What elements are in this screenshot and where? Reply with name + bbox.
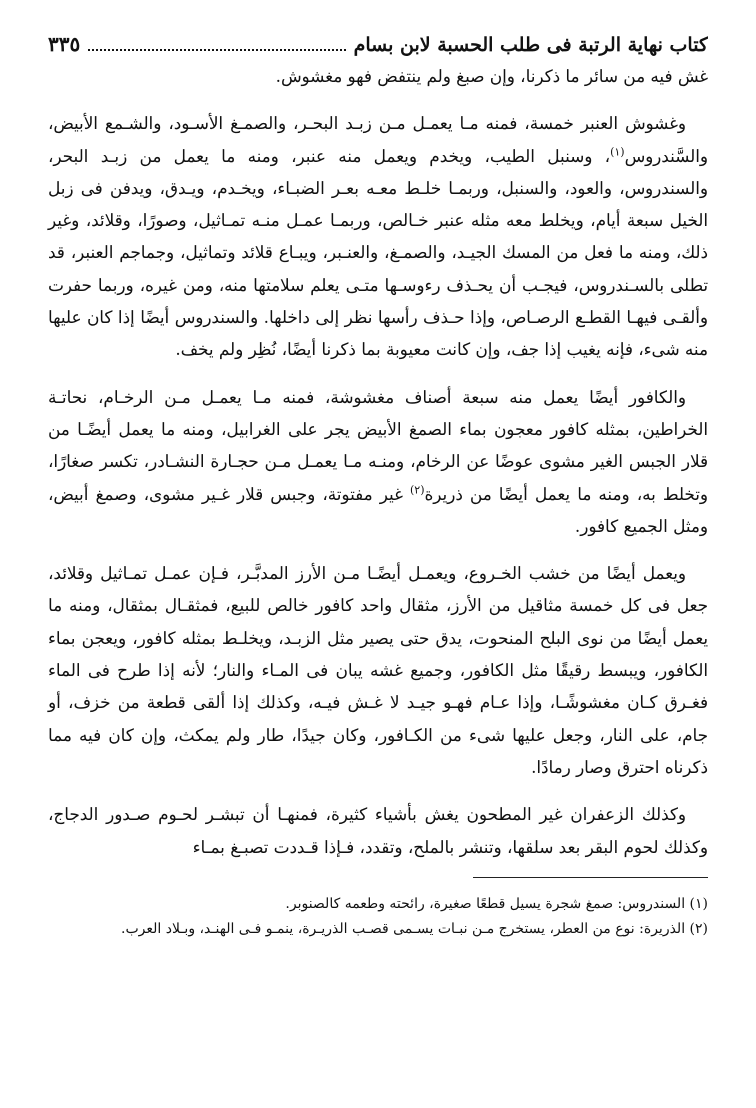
paragraph-camphor-part-2: غير مفتوتة، وجبس قلار غـير مشوى، وصمغ أبيض، ومثل الجميع كافور.	[48, 483, 708, 536]
paragraph-ambergris-part-2: ، وسنبل الطيب، ويخدم ويعمل منه عنبر، ومنه ما يعمل من زبـد البحر، والسندروس، والعود، والسنبل، وربمـا خلـط معـه بعـر الضبـاء، ويخـدم، ويـدق، ويدفن فى زبل الخيل سبعة أيام، ويخلط معه مثله عنبر خـالص، وربمـا عمـل منـه تمـاثيل، وصورًا، وقلائد، وغير ذلك، ومنه ما فعل من المسك الجيـد، والصمـغ، والعنـبر، ويبـاع قلائد وتماثيل، وجماجم العنبر، قد تطلى بالسـندروس، فيجـب أن يحـذف رءوسـها متـى يعلم سلامتها منه، ومن غيره، وربما حفرت وألقـى فيهـا القطـع الرصـاص، وإذا حـذف رأسها نظر إلى داخلها. والسندروس أيضًا إذا كان عليها منه شىء، فإنه يغيب إذا جف، وإن كانت معيوبة بما ذكرنا أيضًا، نُظِر ولم يخف.	[48, 145, 708, 360]
footnote-ref-2[interactable]: (٢)	[409, 482, 425, 496]
page-number: ٣٣٥	[48, 32, 81, 56]
paragraph-camphor-part-1: والكافور أيضًا يعمل منه سبعة أصناف مغشوشة، فمنه مـا يعمـل مـن الرخـام، نحاتـة الخراطين، بمثله كافور معجون بماء الصمغ الأبيض يجر على الغرابيل، ومنه ما يعمل أيضًـا من قلار الجبس الغير مشوى عوضًا عن الرخام، ومنـه مـا يعمـل مـن حجـارة النشـادر، تكسر صغارًا، وتخلط به، ومنه ما يعمل أيضًا من ذريرة	[48, 386, 708, 504]
paragraph-ambergris	[48, 107, 708, 365]
footnotes	[48, 892, 708, 942]
paragraph-saffron: وكذلك الزعفران غير المطحون يغش بأشياء كثيرة، فمنهـا أن تبشـر لحـوم صـدور الدجاج، وكذلك لحوم البقر بعد سلقها، وتنشر بالملح، وتقدد، فـإذا قـددت تصبـغ بمـاء	[48, 804, 708, 857]
paragraph-camphor	[48, 381, 708, 542]
footnote-ref-1[interactable]: (١)	[610, 145, 625, 158]
continuation-paragraph: غش فيه من سائر ما ذكرنا، وإن صبغ ولم ينتفض فهو مغشوش.	[275, 66, 708, 86]
footnote-separator	[473, 877, 708, 878]
running-header	[48, 30, 708, 60]
paragraph-camphor-castor: ويعمل أيضًا من خشب الخـروع، ويعمـل أيضًـا مـن الأرز المدبَّـر، فـإن عمـل تمـاثيل وقلائد، جعل فى كل خمسة مثاقيل من الأرز، مثقال واحد كافور خالص للبيع، فمثقـال بمثقال، ومنه ما يعمل أيضًا من نوى البلح المنحوت، يدق حتى يصير مثل الزبـد، ويخلـط بمثله كافور، ويعجن بماء الكافور، ويبسط رقيقًا مثل الكافور، وجميع غشه يبان فى المـاء والنار؛ لأنه إذا طرح فى الماء فغـرق كـان مغشوشًـا، وإذا عـام فهـو جيـد لا غـش فيـه، وكذلك إذا ألقى قطعة من خزف، أو جام، على النار، وجعل عليها شىء من الكـافور، وكان جيدًا، طار ولم يمكث، وإن كان فيه مما ذكرناه احترق وصار رمادًا.	[48, 563, 708, 777]
document-page	[48, 30, 708, 942]
body-text	[48, 60, 708, 863]
book-title: كتاب نهاية الرتبة فى طلب الحسبة لابن بسام	[353, 34, 708, 56]
footnote-1: (١) السندروس: صمغ شجرة يسيل قطعًا صغيرة، رائحته وطعمه كالصنوبر.	[285, 895, 708, 912]
header-dot-leader	[88, 33, 345, 51]
footnote-2: (٢) الذريرة: نوع من العطر، يستخرج مـن نبـات يسـمى قصـب الذريـرة، ينمـو فـى الهنـد، وبـلاد العرب.	[121, 920, 708, 937]
paragraph-ambergris-part-1: وغشوش العنبر خمسة، فمنه مـا يعمـل مـن زبـد البحـر، والصمـغ الأسـود، والشـمع الأبيض، والسَّندروس	[48, 113, 708, 166]
